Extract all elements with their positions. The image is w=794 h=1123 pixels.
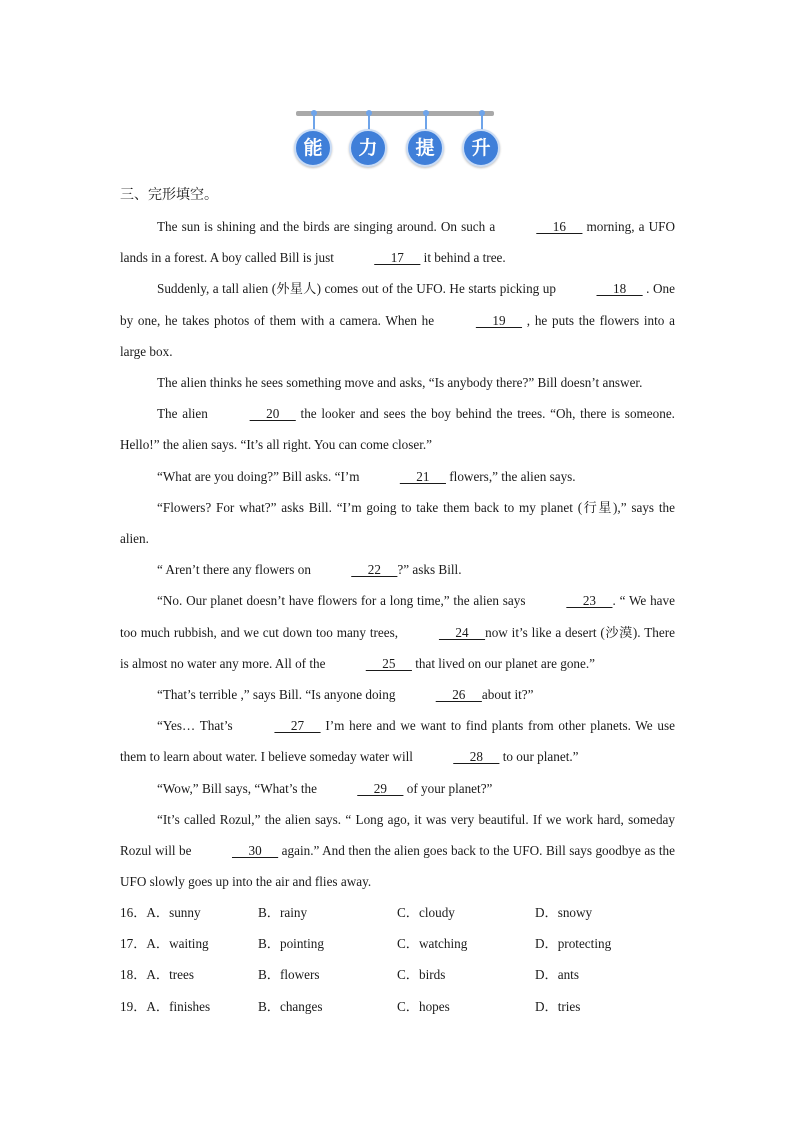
passage-paragraph: The sun is shining and the birds are singing around. On such a 16 morning, a UFO lands in a forest. A boy called Bill is just 17 it behind a tree. <box>120 211 675 273</box>
cloze-blank-23: 23 <box>566 593 613 609</box>
passage-paragraph: “What are you doing?” Bill asks. “I’m 21 flowers,” the alien says. <box>120 461 675 492</box>
cloze-blank-28: 28 <box>453 749 500 765</box>
option-row <box>120 991 680 1022</box>
banner-dot <box>479 110 485 116</box>
option-choice: B．flowers <box>258 967 320 983</box>
banner-dot <box>311 110 317 116</box>
cloze-blank-25: 25 <box>365 655 412 671</box>
cloze-blank-16: 16 <box>536 219 583 234</box>
options-list <box>120 897 680 1022</box>
passage-paragraph: “No. Our planet doesn’t have flowers for a long time,” the alien says 23 . “ We have too much rubbish, and we cut down too many trees, 24 now it’s like a desert (沙漠). There is almost no water any more. All of the 25 that lived on our planet are gone.” <box>120 585 675 679</box>
banner-dot <box>423 110 429 116</box>
banner-badge: 升 <box>462 129 500 167</box>
passage-paragraph: “Flowers? For what?” asks Bill. “I’m going to take them back to my planet (行星),” says the alien. <box>120 499 675 547</box>
option-choice: C．cloudy <box>397 905 455 920</box>
option-choice: C．hopes <box>397 998 450 1014</box>
option-choice: B．rainy <box>258 905 308 920</box>
cloze-blank-26: 26 <box>435 687 482 703</box>
cloze-blank-30: 30 <box>231 843 279 859</box>
cloze-blank-22: 22 <box>351 562 398 578</box>
section-title: 三、完形填空。 <box>120 187 218 203</box>
banner-badge: 能 <box>294 129 332 167</box>
banner-dot <box>366 110 372 116</box>
cloze-blank-17: 17 <box>374 250 421 266</box>
option-row <box>120 959 680 990</box>
passage-paragraph: “That’s terrible ,” says Bill. “Is anyone doing 26 about it?” <box>120 679 675 710</box>
passage-paragraph: Suddenly, a tall alien (外星人) comes out of the UFO. He starts picking up 18 . One by one, he takes photos of them with a camera. When he 19 , he puts the flowers into a large box. <box>120 273 675 367</box>
cloze-blank-29: 29 <box>357 780 404 796</box>
passage-paragraph: The alien thinks he sees something move and asks, “Is anybody there?” Bill doesn’t answer. <box>157 375 643 391</box>
cloze-blank-18: 18 <box>596 281 643 297</box>
cloze-blank-19: 19 <box>475 312 523 328</box>
option-choice: B．changes <box>258 998 323 1014</box>
option-row <box>120 928 680 959</box>
passage-paragraph: The alien 20 the looker and sees the boy behind the trees. “Oh, there is someone. Hello!” the alien says. “It’s all right. You can come closer.” <box>120 398 675 460</box>
option-choice: C．birds <box>397 967 446 983</box>
option-row <box>120 897 680 928</box>
option-choice: 18．A．trees <box>120 967 194 983</box>
cloze-passage <box>120 211 675 897</box>
option-choice: 19．A．finishes <box>120 998 211 1014</box>
banner-bar <box>296 111 494 116</box>
passage-paragraph: “It’s called Rozul,” the alien says. “ Long ago, it was very beautiful. If we work hard, someday Rozul will be 30 again.” And then the alien goes back to the UFO. Bill says goodbye as the UFO slowly goes up into the air and flies away. <box>120 811 675 890</box>
option-choice: D．ants <box>535 967 579 983</box>
passage-paragraph: “ Aren’t there any flowers on 22 ?” asks Bill. <box>120 554 675 585</box>
option-choice: 16．A．sunny <box>120 905 201 920</box>
ability-banner <box>288 108 500 172</box>
passage-paragraph: “Wow,” Bill says, “What’s the 29 of your planet?” <box>120 773 675 804</box>
banner-badge: 力 <box>349 129 387 167</box>
passage-paragraph: “Yes… That’s 27 I’m here and we want to find plants from other planets. We use them to learn about water. I believe someday water will 28 to our planet.” <box>120 710 675 772</box>
option-choice: C．watching <box>397 936 468 952</box>
option-choice: D．tries <box>535 998 581 1014</box>
option-choice: D．snowy <box>535 905 593 920</box>
option-choice: B．pointing <box>258 936 324 952</box>
cloze-blank-20: 20 <box>249 406 296 422</box>
banner-badge: 提 <box>406 129 444 167</box>
cloze-blank-27: 27 <box>274 718 321 734</box>
cloze-blank-21: 21 <box>399 468 446 484</box>
cloze-blank-24: 24 <box>438 624 486 640</box>
option-choice: 17．A．waiting <box>120 936 209 952</box>
option-choice: D．protecting <box>535 936 612 952</box>
